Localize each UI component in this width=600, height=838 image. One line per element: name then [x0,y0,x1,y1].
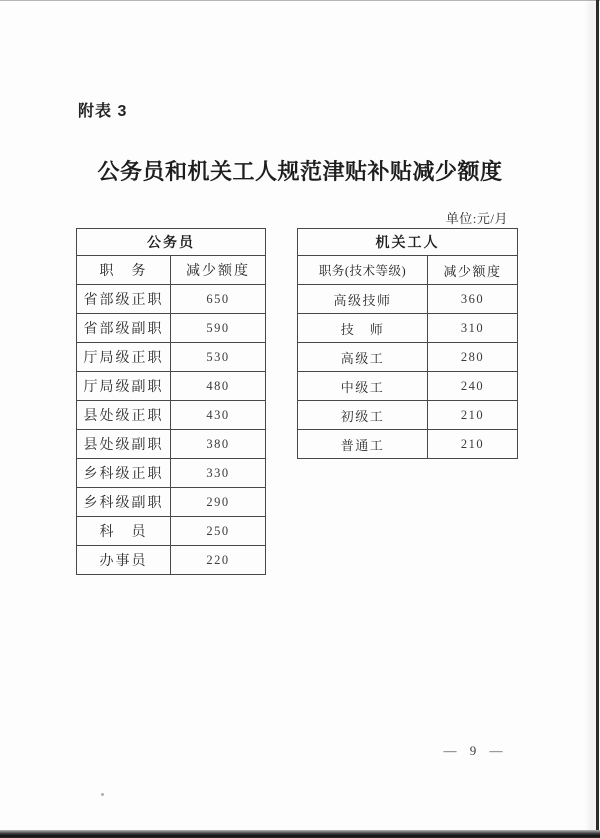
position-cell: 厅局级正职 [77,343,171,372]
position-cell: 初级工 [298,401,428,430]
amount-cell: 280 [428,343,518,372]
table-row [298,285,518,314]
position-cell: 省部级副职 [77,314,171,343]
table-caption-row [77,229,266,256]
amount-cell: 290 [171,488,266,517]
table-row [298,430,518,459]
column-header-amount: 减少额度 [428,256,518,285]
table-header-row [77,256,266,285]
amount-cell: 480 [171,372,266,401]
table-header-row [298,256,518,285]
scan-edge-top [0,0,600,1]
amount-cell: 210 [428,401,518,430]
table-row [77,372,266,401]
table-row [77,488,266,517]
scan-edge-right [596,0,599,838]
column-header-position: 职务(技术等级) [298,256,428,285]
table-caption: 机关工人 [298,229,518,256]
position-cell: 县处级正职 [77,401,171,430]
position-cell: 厅局级副职 [77,372,171,401]
amount-cell: 360 [428,285,518,314]
table-caption-row [298,229,518,256]
table-row [298,314,518,343]
column-header-amount: 减少额度 [171,256,266,285]
government-workers-table [297,228,518,459]
table-row [77,343,266,372]
table-row [77,517,266,546]
amount-cell: 250 [171,517,266,546]
civil-servants-table [76,228,266,575]
table-caption: 公务员 [77,229,266,256]
position-cell: 办事员 [77,546,171,575]
table-row [298,401,518,430]
amount-cell: 380 [171,430,266,459]
position-cell: 高级技师 [298,285,428,314]
table-row [298,343,518,372]
scan-edge-bottom [0,830,600,838]
table-row [298,372,518,401]
unit-note: 单位:元/月 [445,211,508,226]
position-cell: 技 师 [298,314,428,343]
amount-cell: 430 [171,401,266,430]
position-cell: 省部级正职 [77,285,171,314]
page-title: 公务员和机关工人规范津贴补贴减少额度 [97,159,503,184]
position-cell: 高级工 [298,343,428,372]
amount-cell: 330 [171,459,266,488]
column-header-position: 职 务 [77,256,171,285]
position-cell: 乡科级正职 [77,459,171,488]
page-number: — 9 — [443,743,503,758]
table-row [77,546,266,575]
position-cell: 乡科级副职 [77,488,171,517]
position-cell: 科 员 [77,517,171,546]
amount-cell: 650 [171,285,266,314]
table-row [77,285,266,314]
annex-label: 附表 3 [78,103,128,120]
amount-cell: 590 [171,314,266,343]
amount-cell: 240 [428,372,518,401]
position-cell: 县处级副职 [77,430,171,459]
amount-cell: 530 [171,343,266,372]
position-cell: 中级工 [298,372,428,401]
table-row [77,401,266,430]
amount-cell: 210 [428,430,518,459]
table-row [77,314,266,343]
amount-cell: 310 [428,314,518,343]
position-cell: 普通工 [298,430,428,459]
amount-cell: 220 [171,546,266,575]
scan-speck [101,793,104,796]
table-row [77,430,266,459]
table-row [77,459,266,488]
